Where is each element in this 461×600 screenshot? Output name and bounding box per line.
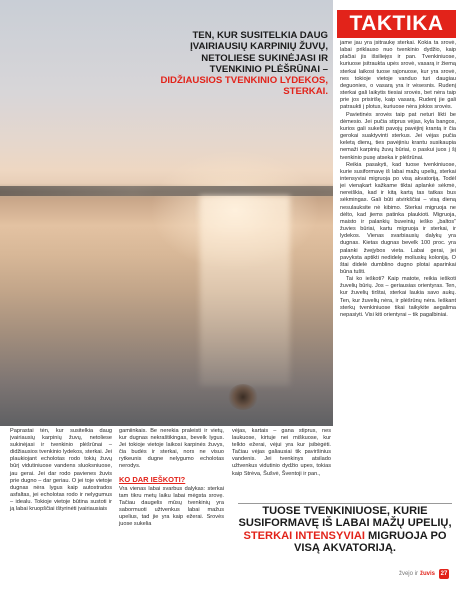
article-column-3 — [232, 428, 331, 478]
sun-reflection — [200, 196, 290, 386]
page-footer — [399, 569, 449, 579]
sidebar-body — [340, 40, 456, 540]
pull-quote-bottom-text: TUOSE TVENKINIUOSE, KURIE SUSIFORMAVĘ IŠ LABAI MAŽŲ — [238, 505, 428, 530]
pull-quote-top — [160, 30, 328, 98]
column-paragraph: Paprastai tėn, kur susitelkia daug įvairiausių karpinių žuvų, netoliese sukinėjasi ir tvenkinio plėšrūnai – didžiausios tvenkinio lydekos, sterkai. Jei plaukiojant echolotas rodo tokių žuvų būrį vidutiniuose vandens sluoksniuose, jau gerai. Jei dar rodo pavienes žuvis prie dugno – dar geriau. O jei toje vietoje dugnas nėra lygus kaip autostrados asfaltas, jei echolotas rodo ir nelygumus – idealu. Tokioje vietoje būtina sustoti ir ją labai kruopščiai ištyrinėti įvairiausiais — [10, 428, 112, 513]
footer-prefix: žvejo ir — [398, 571, 418, 577]
horizon-treeline — [0, 186, 333, 196]
column-paragraph: Vra vienas labai svarbus dalykas: sterkai tam tikru metų laiku labai mėgsta srovę. Tačiau daugelis mūsų tvenkinių yra sabormuoti užtvenkus labai mažus upelius, tad jie yra kaip ežerai. Srovės juose sukelia — [119, 485, 224, 528]
column-paragraph: gamiinkais. Be nerekia praleisti ir vietų, kur dugnas nekraštikingas, bevelk lygus. Jei tokioje vietoje laikosi karpinės žuvys, čia budės ir sterkai, nors ne visuo rytkeunis dugne nelygumo echolotas nerodys. — [119, 428, 224, 470]
pull-quote-bottom-text: MIGRUOJA PO VISĄ AKVATORIJĄ. — [294, 529, 447, 555]
sidebar-paragraph: Tai ko ieškoti? Kaip matote, reikia ieškoti žuvelių būrių. Jos – geriausias orientyras. Ten, kur žuvelių tirštai, sterkai laukia savo aukų. Ten, kur žuvelių nėra, ir plėšrūnų nėra. Ieškant sterkų tvenkiniuose tikai taikykite aegalima nepasiyti. Visi kiti orientyrai – tik pagalbiniai. — [340, 276, 456, 318]
footer-brand: žuvis — [419, 571, 435, 577]
article-column-2 — [119, 428, 224, 528]
pull-quote-divider — [238, 503, 452, 504]
page-number: 27 — [440, 571, 448, 577]
pull-quote-bottom-text: UPELIŲ, — [407, 517, 452, 530]
section-heading: KO DAR IEŠKOTI? — [119, 474, 186, 484]
sidebar-paragraph: Pavietinės srovės taip pat neturi likti be dėmesio. Jei pučia stiprus vėjas, kyla bangos, kurios gali sukelti pavojų pavėjinį krantą ir čia gerokai suaktyvinti sterkus. Jei vėjas pučia keletą dienų, ties pavėjiniu krantu susikaupia nemaži karpinių žuvų būriai, o paskui juos į šį tvenkinio pusę atseka ir plėšrūnai. — [340, 111, 456, 161]
pull-quote-top-red: DIDŽIAUSIOS TVENKINIO LYDEKOS, STERKAI. — [160, 75, 328, 98]
sidebar-paragraph: jame jau yra įsitraukę sterkai. Kokia ta srovė, labai priklauso nuo tvenkinio dydžio, kaip plačiai jis išsiliejęs ir pan. Tvenkiniuose, kuriuose įsitraukta upės srovė, vasarą ir žiemą sterkai laikosi tuose rajonuose, kur yra srovė, nes tokioje vietoje vanduo turi daugiau deguonies, o vasarą yra ir vėsesnis. Rudenį sterkai gali laikytis tiesiai srovės, bet nėra taip prie jos prisirišę, kaip vasarą. Rudenį jie gali patraukti į plotus, kuriuose nėra jokios srovės. — [340, 40, 456, 111]
article-column-1 — [10, 428, 112, 513]
pull-quote-bottom — [232, 505, 458, 555]
column-paragraph: vėjas, kartais – gana stiprus, nes laukuose, kirtuje nei miškuose, kur telkto ežerai, vėjui yra kur įsibėgėti. Tačiau vėjas galiausiai tik paviršinius vandenis. Jei tvenkinys atsilado užtvenkus vidutinio dydžio upes, tokias kaip Strėva, Šušvė, Šventoji ir pan., — [232, 428, 331, 477]
pull-quote-bottom-red: STERKAI INTENSYVIAI — [243, 529, 365, 542]
sidebar-title: TAKTIKA — [337, 10, 456, 38]
fish-splash — [228, 384, 258, 410]
sidebar-paragraph: Reikia pasakyti, kad tuose tvenkiniuose, kurie susiformavę iš labai mažų upelių, sterkai intensyviai migruoja po visą akvatoriją. Todėl jei vienąkart kažkame tiktai aplankė sėkmė, nereiškia, kad ir kitą kartą tas tatkas bus sėkmingas. Gali būti atvirkščiai – visą dieną nesulauksite nė kibimo. Sterkai migruoja ne dėlto, kad jiems patinka plaukioti. Migruoja, maisto ir palankių buveinių ieško „baltos“ žuvies būriai, kartu migruoja ir sterkai, ir lydekos. Vienas svarbiausių dalykų yra dugnas. Kietas dugnas bevelk 100 proc. yra palanki žvejybos vieta. Labai gerai, jei pavyksta aptikti nedidelę moliuskų koloniją. O štai didelė dumblino dugno plotai aparinkai būna tušti. — [340, 161, 456, 275]
pull-quote-top-dark: TEN, KUR SUSITELKIA DAUG ĮVAIRIAUSIŲ KARPINIŲ ŽUVŲ, NETOLIESE SUKINĖJASI IR TVENKINIO PLĖŠRŪNAI – — [190, 30, 328, 75]
